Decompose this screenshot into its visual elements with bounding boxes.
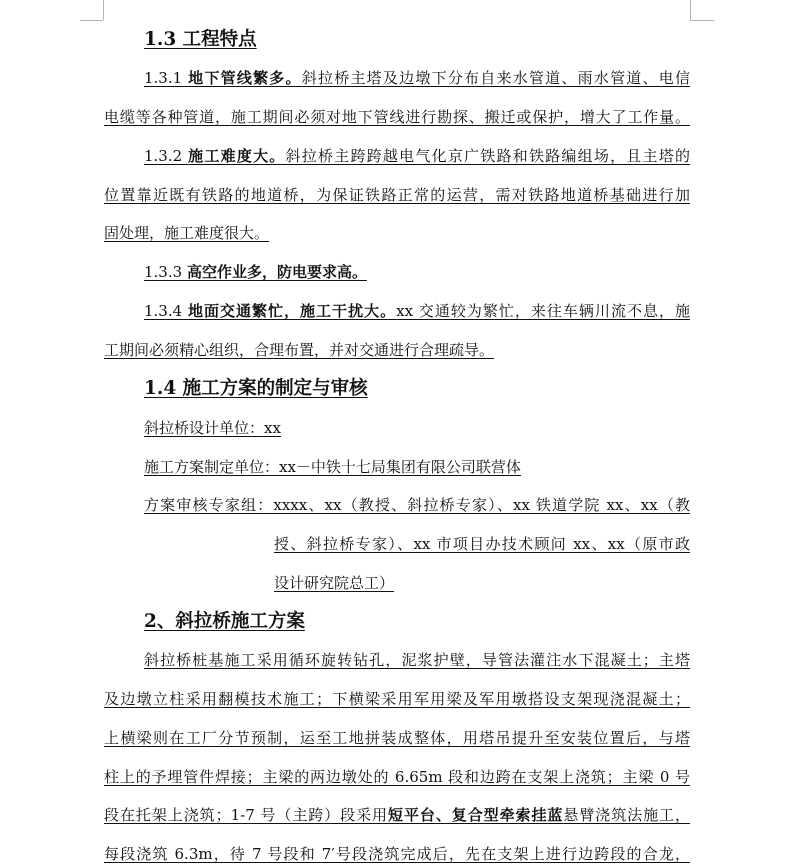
para-1-3-1-line-2: 电缆等各种管道，施工期间必须对地下管线进行勘探、搬迁或保护，增大了工作量。 <box>104 108 690 126</box>
para-title: 地下管线繁多。 <box>188 69 302 87</box>
line-text: 段在托架上浇筑；1-7 号（主跨）段采用 <box>104 806 388 824</box>
para-number: 1.3.3 <box>144 263 187 281</box>
para-number: 1.3.1 <box>144 69 189 87</box>
para-1-3-2-line-1 <box>144 146 690 166</box>
section-1-4-heading: 1.4 施工方案的制定与审核 <box>144 378 368 399</box>
expert-group-line-1: 方案审核专家组：xxxx、xx（教授、斜拉桥专家）、xx 铁道学院 xx、xx（教 <box>144 496 690 514</box>
section-2-line-5 <box>104 805 690 825</box>
para-text: xx 交通较为繁忙，来往车辆川流不息，施 <box>396 302 690 320</box>
section-2-line-4: 柱上的予埋管件焊接；主梁的两边墩处的 6.65m 段和边跨在支架上浇筑；主梁 0 号 <box>104 768 690 786</box>
para-1-3-2-line-3: 固处理，施工难度很大。 <box>104 224 270 242</box>
para-title: 地面交通繁忙，施工干扰大。 <box>187 302 397 320</box>
para-text: 斜拉桥主跨跨越电气化京广铁路和铁路编组场，且主塔的 <box>285 147 690 165</box>
para-1-3-4-line-2: 工期间必须精心组织，合理布置，并对交通进行合理疏导。 <box>104 341 495 359</box>
section-2-line-1: 斜拉桥桩基施工采用循环旋转钻孔，泥浆护壁，导管法灌注水下混凝土；主塔 <box>144 651 690 669</box>
section-2-line-6: 每段浇筑 6.3m，待 7 号段和 7′号段浇筑完成后，先在支架上进行边跨段的合龙， <box>104 845 690 863</box>
para-title: 施工难度大。 <box>188 147 286 165</box>
para-1-3-4-line-1 <box>144 301 690 321</box>
para-number: 1.3.4 <box>144 302 188 320</box>
crop-mark-top-right-vertical <box>690 0 691 20</box>
para-text: 斜拉桥主塔及边墩下分布自来水管道、雨水管道、电信 <box>301 69 690 87</box>
crop-mark-top-right-horizontal <box>690 20 714 21</box>
line-bold-text: 短平台、复合型牵索挂蓝 <box>388 806 564 824</box>
crop-mark-top-left-horizontal <box>80 20 103 21</box>
line-text: 悬臂浇筑法施工， <box>563 806 690 824</box>
section-1-3-heading: 1.3 工程特点 <box>144 29 257 50</box>
plan-unit-line: 施工方案制定单位：xx－中铁十七局集团有限公司联营体 <box>144 458 521 476</box>
expert-group-line-2: 授、斜拉桥专家）、xx 市项目办技术顾问 xx、xx（原市政 <box>274 535 690 553</box>
para-number: 1.3.2 <box>144 147 189 165</box>
para-1-3-2-line-2: 位置靠近既有铁路的地道桥，为保证铁路正常的运营，需对铁路地道桥基础进行加 <box>104 186 690 204</box>
para-title: 高空作业多，防电要求高。 <box>186 263 367 281</box>
section-2-line-2: 及边墩立柱采用翻模技术施工；下横梁采用军用梁及军用墩搭设支架现浇混凝土； <box>104 690 690 708</box>
section-2-heading: 2、斜拉桥施工方案 <box>144 611 305 632</box>
crop-mark-top-left-vertical <box>103 0 104 20</box>
para-1-3-3-line-1 <box>144 262 367 282</box>
para-1-3-1-line-1 <box>144 68 690 88</box>
section-2-line-3: 上横梁则在工厂分节预制，运至工地拼装成整体，用塔吊提升至安装位置后，与塔 <box>104 729 690 747</box>
expert-group-line-3: 设计研究院总工） <box>274 574 395 592</box>
design-unit-line: 斜拉桥设计单位：xx <box>144 419 281 437</box>
